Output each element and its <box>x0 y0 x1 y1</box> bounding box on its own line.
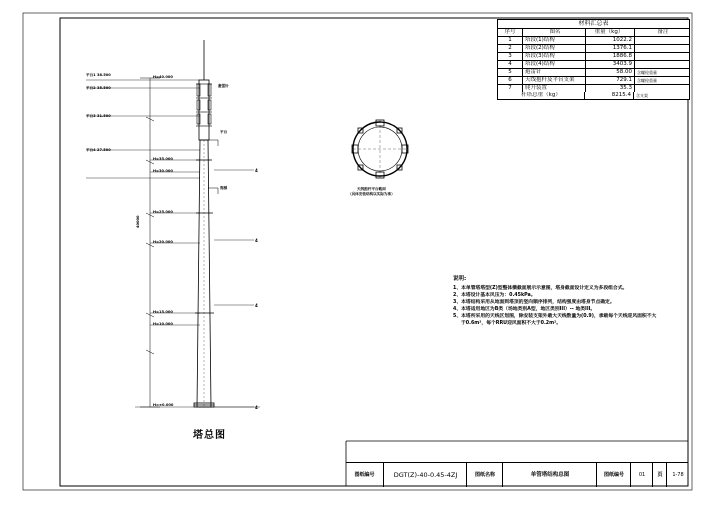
material-table-total <box>498 92 689 99</box>
note-item: 1、本单管塔塔型(Z)型整体横截面展示示意图，塔身截面设计定义为多段组合式。 <box>453 286 628 291</box>
total-label: 杆塔总重（kg） <box>498 92 585 99</box>
row-weight: 1886.8 <box>586 53 635 60</box>
drawing-name-label: 图纸名称 <box>466 463 503 487</box>
row-index: 3 <box>498 53 523 60</box>
platform-label-3: 平台3 31.500 <box>86 114 111 118</box>
material-table-row <box>498 85 689 92</box>
material-table-body <box>498 37 689 92</box>
note-item: 5、本塔所采用的天线区划图，除安装支架外最大天线数量为(0.9)，承载每个天线迎风面积不大 <box>453 314 657 319</box>
drawing-no: DGT(Z)-40-0.45-4ZJ <box>383 463 467 487</box>
drawing-name: 单管塔结构总图 <box>502 463 597 487</box>
platform-label-4: 平台4 27.500 <box>86 148 111 152</box>
row-weight: 729.1 <box>586 77 635 84</box>
sheet-no-label: 图纸编号 <box>596 463 631 487</box>
row-remark <box>635 85 689 92</box>
note-item: 4、本塔适用地区为B类（场地类别A型，地区类别III）-- 地类III。 <box>453 307 596 312</box>
platform-label-2: 平台2 35.500 <box>86 86 111 90</box>
page-label: 页 <box>652 463 667 487</box>
material-table-header <box>498 29 689 37</box>
row-index: 6 <box>498 77 523 84</box>
row-weight: 3403.9 <box>586 61 635 68</box>
section-caption-title: 天线抱杆平台截面 <box>356 187 386 191</box>
row-index: 2 <box>498 45 523 52</box>
material-table-title: 材料汇总表 <box>498 20 689 29</box>
svg-text:4: 4 <box>255 168 258 173</box>
row-remark <box>635 45 689 52</box>
row-name: 塔段(4)结构 <box>523 61 586 68</box>
material-table <box>497 19 690 100</box>
row-index: 1 <box>498 37 523 44</box>
row-index: 5 <box>498 69 523 76</box>
elevation-label: H=30.000 <box>153 169 173 173</box>
section-caption-note: （具体安装结构以实际为准） <box>348 192 395 196</box>
page-number: 1-78 <box>666 463 689 487</box>
material-table-row <box>498 77 689 85</box>
row-remark <box>635 37 689 44</box>
svg-text:4: 4 <box>255 238 258 243</box>
material-table-row <box>498 45 689 53</box>
elevation-label: H=25.000 <box>153 210 173 214</box>
right-label-ladder: 爬梯 <box>220 186 228 190</box>
header-name: 图名 <box>523 29 586 36</box>
row-name: 爬升装置 <box>523 85 586 92</box>
note-item: 3、本塔结构采用从地面到塔顶的竖向顺序排列，结构强度由塔身节点确定。 <box>453 300 615 305</box>
elevation-label: H=40.000 <box>153 75 173 79</box>
material-table-row <box>498 69 689 77</box>
row-remark <box>635 53 689 60</box>
section-caption <box>348 187 395 197</box>
row-remark: 含螺栓重量 <box>637 70 657 75</box>
notes-heading: 说明: <box>453 276 467 282</box>
diagram-caption: 塔总图 <box>193 430 226 441</box>
row-weight: 1376.1 <box>586 45 635 52</box>
elevation-label: H=20.000 <box>153 240 173 244</box>
svg-text:4: 4 <box>255 405 258 410</box>
platform-label-1: 平台1 38.500 <box>86 73 111 77</box>
title-block <box>346 462 688 487</box>
row-name: 天线抱杆及平台支架 <box>523 77 586 84</box>
row-name: 塔段(2)结构 <box>523 45 586 52</box>
row-name: 塔段(1)结构 <box>523 37 586 44</box>
notes-block <box>453 276 683 327</box>
row-remark <box>635 61 689 68</box>
row-name: 塔段(3)结构 <box>523 53 586 60</box>
elevation-label: H=±0.000 <box>153 403 174 407</box>
elevation-label: H=10.000 <box>153 322 173 326</box>
material-table-row <box>498 61 689 69</box>
header-index: 序号 <box>498 29 523 36</box>
svg-text:4: 4 <box>255 303 258 308</box>
row-weight: 58.00 <box>586 69 635 76</box>
header-weight: 重量（kg） <box>586 29 635 36</box>
right-label-platform: 平台 <box>220 130 228 134</box>
row-weight: 35.3 <box>586 85 635 92</box>
row-name: 避雷针 <box>523 69 586 76</box>
total-value: 8215.4 <box>585 92 634 99</box>
total-height-dimension: 40000 <box>136 215 140 228</box>
elevation-label: H=15.000 <box>153 310 173 314</box>
note-item: 2、本塔设计基本风压为：0.45kPa。 <box>453 293 536 298</box>
material-table-row <box>498 53 689 61</box>
total-note: 含支架 <box>636 93 648 98</box>
row-index: 7 <box>498 85 523 92</box>
sheet-no: 01 <box>630 463 653 487</box>
row-remark: 含螺栓重量 <box>637 78 657 83</box>
drawing-no-label: 图纸编号 <box>354 472 375 478</box>
row-index: 4 <box>498 61 523 68</box>
material-table-row <box>498 37 689 45</box>
note-item: 于0.6m²，每个RRU迎风面积不大于0.2m²。 <box>461 321 562 326</box>
row-weight: 1022.2 <box>586 37 635 44</box>
platform-section-view <box>352 120 408 178</box>
elevation-label: H=35.000 <box>153 157 173 161</box>
header-remark: 备注 <box>657 29 669 35</box>
right-label-rod: 避雷针 <box>218 84 229 88</box>
